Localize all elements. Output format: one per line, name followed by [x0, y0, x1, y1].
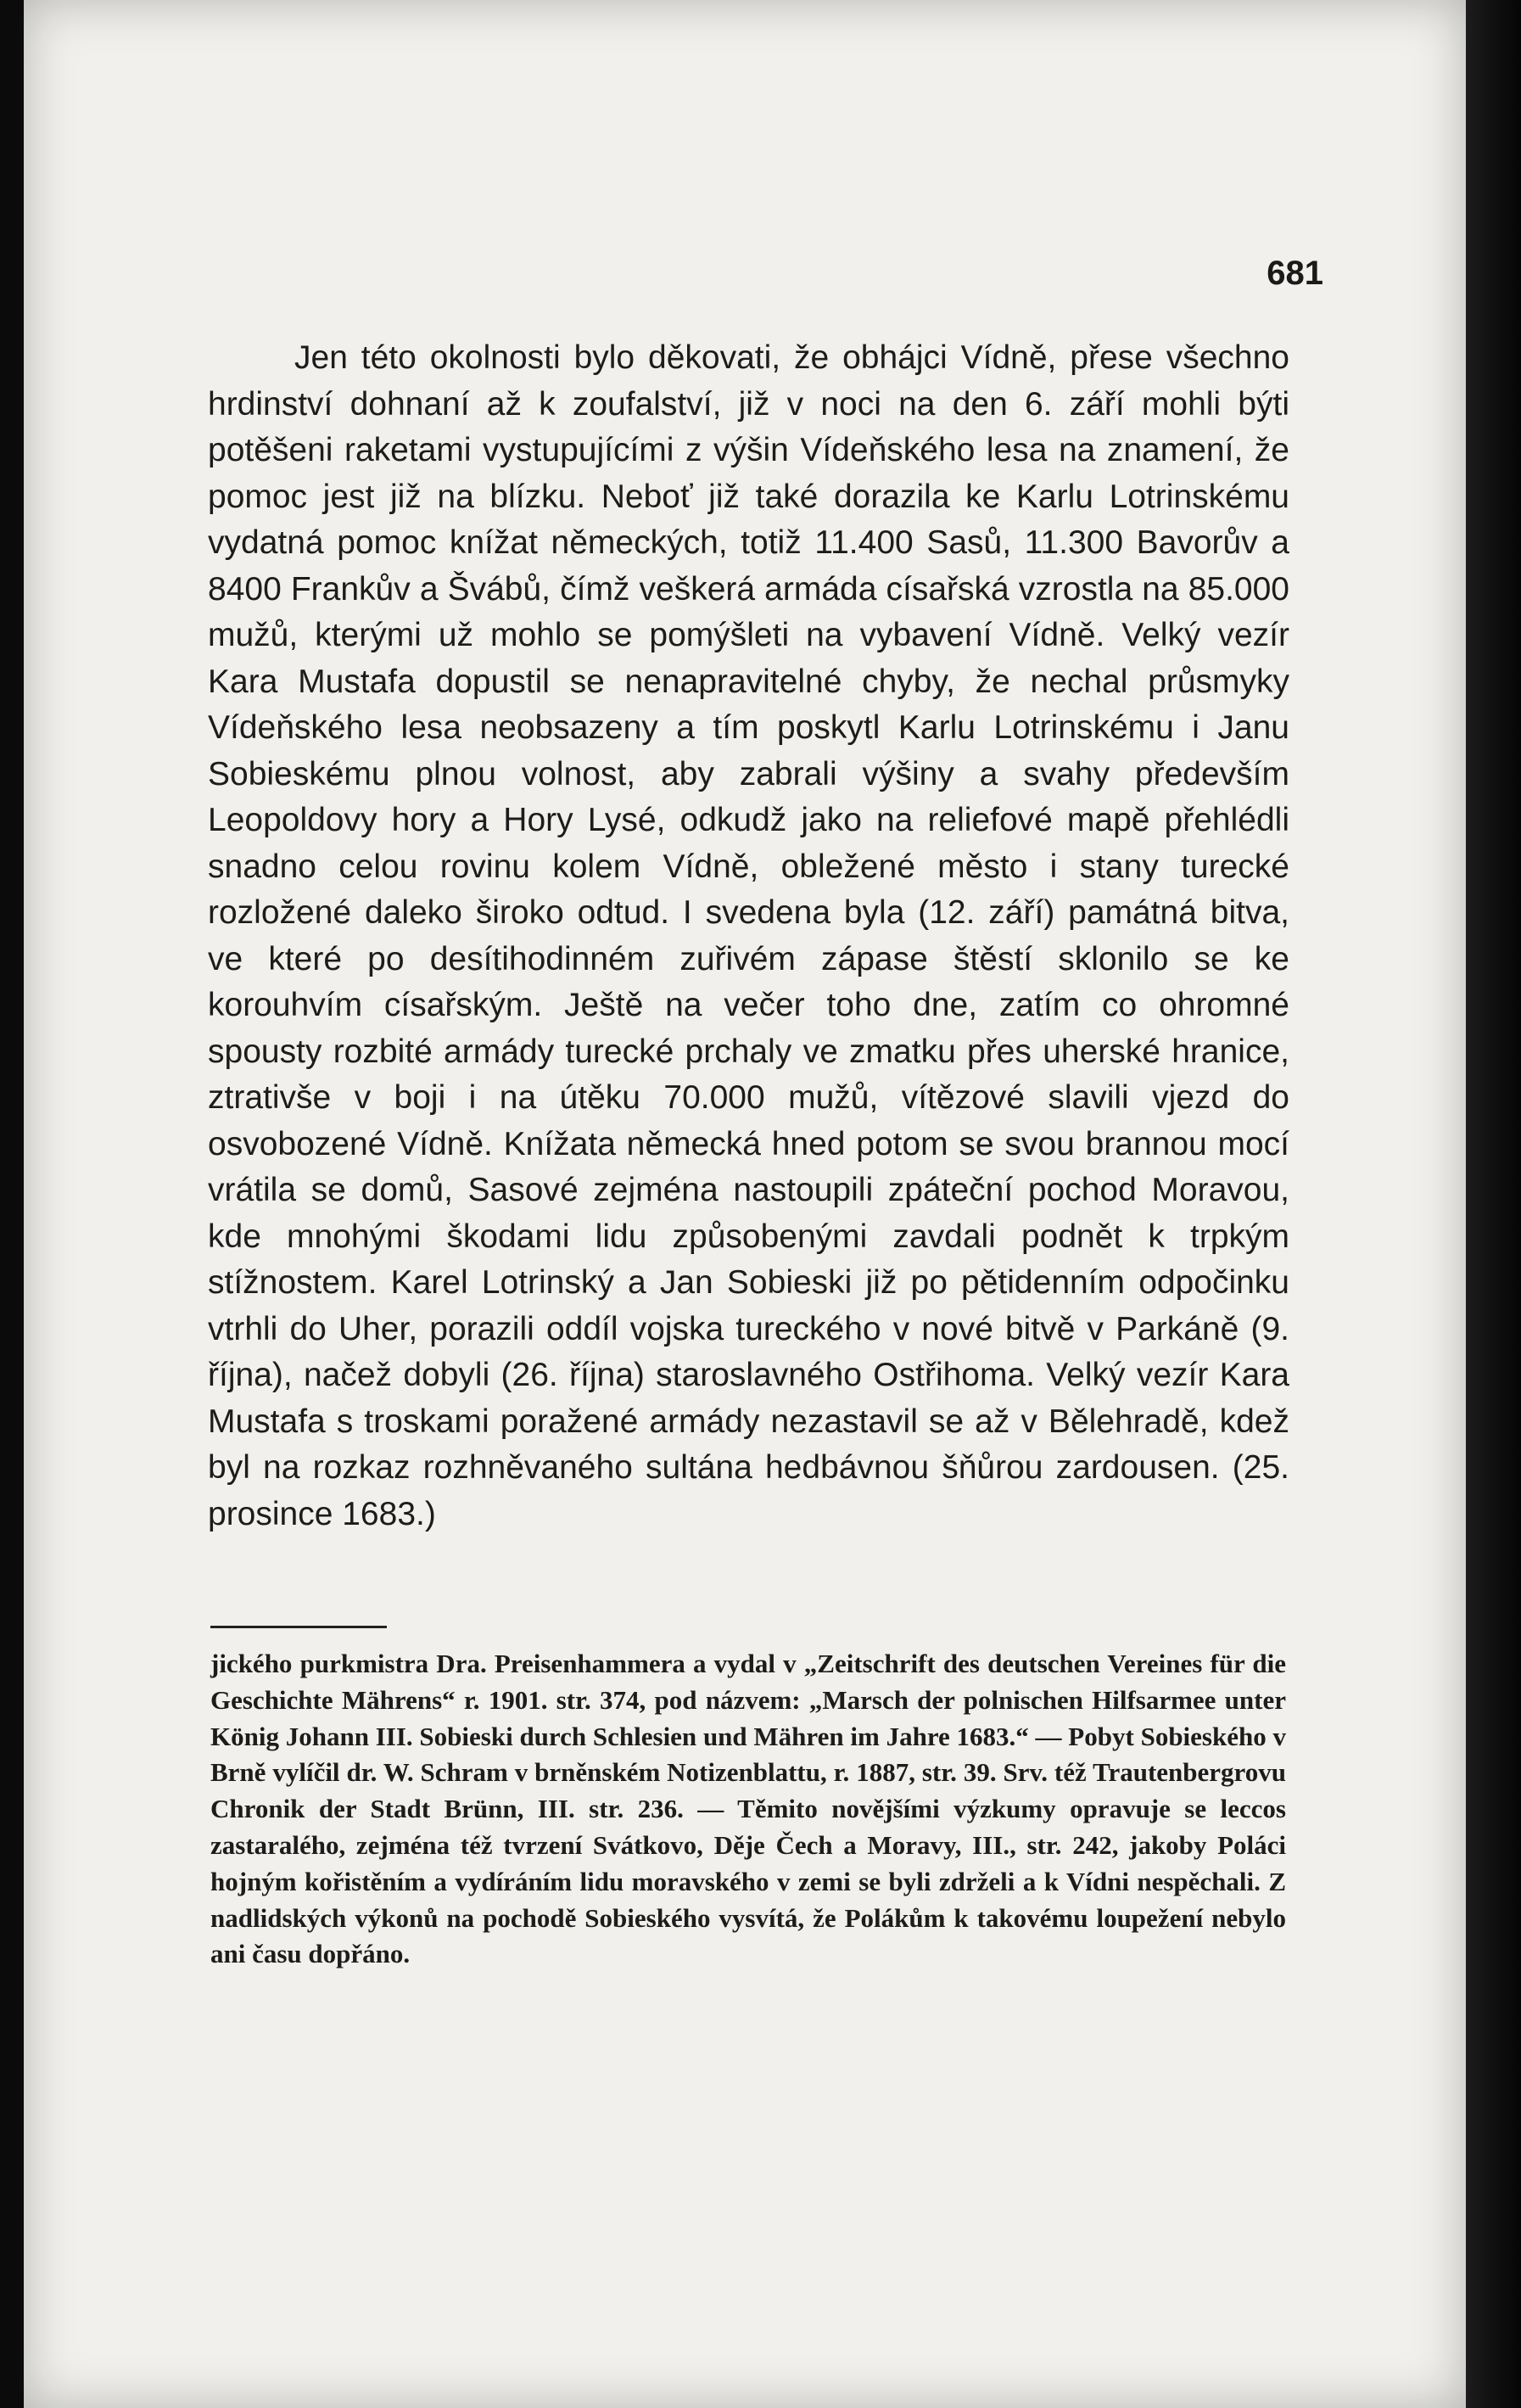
- main-paragraph: Jen této okolnosti bylo děkovati, že obhájci Vídně, přese všechno hrdinství dohnaní až k zoufalství, již v noci na den 6. září mohli býti potěšeni raketami vystupujícími z výšin Vídeňského lesa na znamení, že pomoc jest již na blízku. Neboť již také dorazila ke Karlu Lotrinskému vydatná pomoc knížat německých, totiž 11.400 Sasů, 11.300 Bavorův a 8400 Frankův a Švábů, čímž veškerá armáda císařská vzrostla na 85.000 mužů, kterými už mohlo se pomýšleti na vybavení Vídně. Velký vezír Kara Mustafa dopustil se nenapravitelné chyby, že nechal průsmyky Vídeňského lesa neobsazeny a tím poskytl Karlu Lotrinskému i Janu Sobieskému plnou volnost, aby zabrali výšiny a svahy především Leopoldovy hory a Hory Lysé, odkudž jako na reliefové mapě přehlédli snadno celou rovinu kolem Vídně, obležené město i stany turecké rozložené daleko široko odtud. I svedena byla (12. září) památná bitva, ve které po desítihodinném zuřivém zápase štěstí sklonilo se ke korouhvím císařským. Ještě na večer toho dne, zatím co ohromné spousty rozbité armády turecké prchaly ve zmatku přes uherské hranice, ztrativše v boji i na útěku 70.000 mužů, vítězové slavili vjezd do osvobozené Vídně. Knížata německá hned potom se svou brannou mocí vrátila se domů, Sasové zejména nastoupili zpáteční pochod Moravou, kde mnohými škodami lidu způsobenými zavdali podnět k trpkým stížnostem. Karel Lotrinský a Jan Sobieski již po pětidenním odpočinku vtrhli do Uher, porazili oddíl vojska tureckého v nové bitvě v Parkáně (9. října), načež dobyli (26. října) staroslavného Ostřihoma. Velký vezír Kara Mustafa s troskami poražené armády nezastavil se až v Bělehradě, kdež byl na rozkaz rozhněvaného sultána hedbávnou šňůrou zardousen. (25. prosince 1683.): [208, 339, 1289, 1532]
- footnote-divider: [210, 1626, 387, 1628]
- footnote-text: jického purkmistra Dra. Preisenhammera a vydal v „Zeitschrift des deutschen Vereines für die Geschichte Mährens“ r. 1901. str. 374, pod názvem: „Marsch der polnischen Hilfsarmee unter König Johann III. Sobieski durch Schlesien und Mähren im Jahre 1683.“ — Pobyt Sobieského v Brně vylíčil dr. W. Schram v brněnském Notizenblattu, r. 1887, str. 39. Srv. též Trautenbergrovu Chronik der Stadt Brünn, III. str. 236. — Těmito novějšími výzkumy opravuje se leccos zastaralého, zejména též tvrzení Svátkovo, Děje Čech a Moravy, III., str. 242, jakoby Poláci hojným kořistěním a vydíráním lidu moravského v zemi se byli zdrželi a k Vídni nespěchali. Z nadlidských výkonů na pochodě Sobieského vysvítá, že Polákům k takovému loupežení nebylo ani času dopřáno.: [210, 1649, 1286, 1969]
- scan-dark-edge: [1466, 0, 1521, 2408]
- page-number: 681: [1267, 255, 1323, 292]
